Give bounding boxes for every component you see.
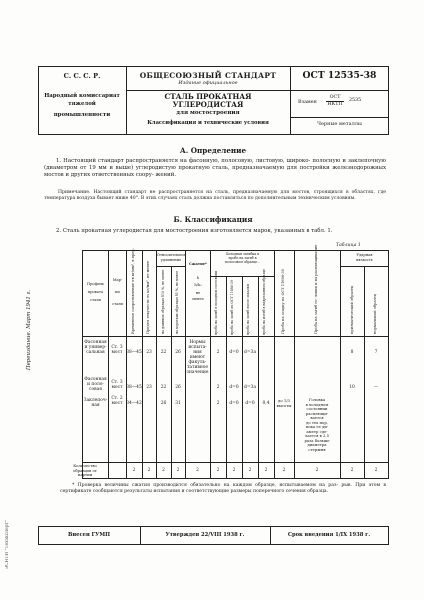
definition-paragraph: 1. Настоящий стандарт распространяется на фасонную, полосовую, листовую, широко- полосную и заклепочную (диаметром от 19 мм и выше) углеродистую прокатную сталь, предназначаемую для постройки железнодорожных мостов и других ответственных соору- жений.	[44, 158, 386, 179]
footnote: * Проверка величины сжатия производится обязательно на каждом образце, испытываемом на раз- рыв. При этом в сертификате сообщаются результаты испытания и соответствующие размеры поперечного сечения образца.	[60, 483, 386, 494]
th-comp-h: h	[196, 276, 200, 280]
footer-left-rule	[38, 526, 39, 545]
th-impact-1: Ударная	[356, 253, 373, 257]
table-cell: Головка	[308, 397, 326, 402]
table-right-rule	[388, 250, 389, 479]
header-heavy: тяжелой	[68, 101, 96, 107]
definition-note: Примечание. Настоящий стандарт не распространяется на сталь, предназначаемую для мостов, строящихся в областях, где температура воздуха бывает ниже 40°. В этих случаях сталь должна поставляться по дополнительным техническим условиям.	[44, 190, 386, 201]
table-cell: мост	[111, 401, 123, 406]
table-cell: мост	[111, 385, 123, 390]
th-tensile: Временное сопротивление σв кг/мм², в пред.	[131, 248, 135, 334]
footer-effective: Срок введения 1/IX 1938 г.	[287, 532, 371, 538]
col-rule-13	[340, 250, 341, 479]
count-label-3: партии	[77, 472, 93, 477]
table-cell: совая	[89, 387, 102, 392]
table-cell: до тех пор,	[306, 419, 328, 425]
replaces-number: 2535	[349, 98, 362, 103]
table-cell: Ст. 2	[111, 396, 123, 401]
table-bottom-rule	[82, 478, 389, 479]
table-cell: ная	[91, 403, 100, 408]
th-grade-2: ки	[115, 290, 120, 294]
th-bend-3: полосовом образце...	[224, 260, 261, 264]
count-value: 2	[248, 468, 252, 473]
watermark: ЭСНТИ "Техэксперт"	[5, 520, 10, 570]
count-value: 2	[264, 468, 268, 473]
table-cell: диаметра	[307, 442, 327, 447]
th-impact-prism: призматический образец	[350, 285, 354, 334]
count-value: 2	[176, 468, 180, 473]
table-cell: состоянии	[306, 406, 328, 411]
impact-group-rule	[340, 266, 388, 267]
table-cell: испыта-	[188, 345, 207, 350]
table-cell: 2	[216, 350, 220, 355]
table-cell: ния	[193, 350, 202, 355]
table-cell: лается в 2,5	[304, 433, 330, 438]
th-impact-normal: нормальный образец	[373, 294, 377, 334]
col-rule-10	[258, 276, 259, 479]
subject-line-1: СТАЛЬ ПРОКАТНАЯ	[164, 92, 252, 101]
count-value: 2	[232, 468, 236, 473]
table-cell: —	[373, 385, 379, 390]
th-b2: проба на загиб по ОСТ 11686-39	[230, 280, 234, 335]
count-value: 2	[162, 468, 165, 473]
official-edition: Издание официальное	[178, 80, 238, 86]
table-cell: в холодном	[305, 401, 329, 407]
table-cell: Ст. 3	[111, 380, 123, 385]
th-grade-3: стали	[112, 302, 123, 306]
table-cell: тативное	[186, 365, 209, 370]
table-cell: 10	[349, 385, 355, 390]
count-value: 2	[282, 468, 286, 473]
footer-divider-2	[270, 526, 271, 545]
col-rule-8	[226, 276, 227, 479]
table-cell: 8	[350, 350, 354, 355]
table-cell: d=3a	[244, 350, 256, 355]
table-cell: 31	[175, 401, 181, 406]
header-right-rule	[388, 66, 389, 134]
header-divider-1	[126, 66, 127, 134]
count-label-2: образцов от	[73, 467, 97, 473]
header-bottom-rule	[38, 134, 389, 135]
table-cell: 26	[175, 385, 181, 390]
header-top-rule	[38, 66, 388, 67]
subject-line-4: Классификация и технические условия	[147, 120, 269, 126]
table-cell: имеют	[189, 355, 206, 360]
ost-number: ОСТ 12535-38	[302, 70, 377, 81]
count-value: 2	[350, 468, 354, 473]
table-cell: d=0	[229, 385, 239, 390]
header-divider-2	[290, 66, 291, 134]
table-cell: 0,4	[262, 401, 270, 406]
count-value: 2	[196, 468, 199, 473]
elong-group-rule	[156, 266, 185, 267]
count-value: 2	[147, 468, 151, 473]
table-cell: 34—42	[126, 401, 142, 406]
header-left-rule	[38, 66, 39, 134]
table-cell: 23	[146, 385, 152, 390]
footer-submitted: Внесен ГУМП	[68, 532, 110, 538]
table-cell: стержня	[308, 446, 326, 452]
th-comp-ratio: h/h₀	[194, 283, 202, 287]
table-top-rule	[82, 250, 389, 251]
count-value: 2	[315, 468, 319, 473]
col-rule-7	[210, 250, 211, 479]
footer-bottom-rule	[38, 544, 389, 545]
table-cell: 38—45	[126, 385, 142, 390]
table-cell: факуль-	[188, 360, 207, 365]
table-cell: 26	[160, 401, 167, 406]
th-b4: проба на изгиб в надрезанном образце	[262, 268, 266, 335]
footer-divider-1	[140, 526, 141, 545]
table-cell: 22	[160, 350, 167, 355]
th-yield: Предел текучести σs кг/мм², не менее	[146, 260, 150, 334]
th-b3: проба на загиб после закалки	[246, 284, 250, 335]
count-value: 2	[216, 468, 220, 473]
col-rule-3	[142, 250, 143, 479]
table-cell: сальная	[86, 350, 105, 355]
col-rule-2	[126, 250, 127, 479]
table-cell: d=0	[245, 401, 255, 406]
table-cell: и универ-	[84, 345, 107, 350]
header-ussr: С. С. С. Р.	[63, 72, 101, 80]
th-grade-1: Мар-	[112, 278, 123, 282]
table-cell: 22	[160, 385, 167, 390]
header-hdivider	[126, 90, 389, 91]
section-a-title: А. Определение	[179, 146, 247, 155]
th-comp-not: не	[195, 291, 201, 295]
count-value: 2	[374, 468, 378, 473]
table-cell: вается	[310, 415, 324, 420]
th-profile-1: Профиль	[86, 282, 105, 286]
table-cell: 38—45	[126, 350, 142, 355]
table-cell: d=0	[229, 350, 239, 355]
footer-right-rule	[388, 526, 389, 545]
table-cell: 2	[216, 401, 220, 406]
footer-approved: Утвержден 22/VIII 1938 г.	[165, 532, 245, 538]
col-rule-5	[171, 266, 172, 479]
table-cell: пока ее ди-	[305, 424, 329, 429]
th-profile-2: проката	[87, 290, 104, 294]
table-cell: значение	[186, 370, 209, 375]
header-industry: промышленности	[53, 112, 111, 118]
col-rule-9	[242, 276, 243, 479]
table-cell: 26	[175, 350, 181, 355]
th-compression: Сжатие*	[189, 262, 207, 266]
table-cell: высоты	[276, 403, 292, 408]
reprint-note: Переиздание. Март 1941 г.	[26, 290, 32, 371]
table-cell: Ст. 3	[111, 345, 123, 350]
replaces-label: Взамен	[298, 100, 317, 105]
th-profile-3: стали	[90, 298, 101, 302]
section-b-title: Б. Классификация	[173, 215, 253, 224]
table-cell: до 1/3	[278, 398, 290, 403]
table-cell: аметр сде-	[306, 428, 328, 434]
standard-type: ОБЩЕСОЮЗНЫЙ СТАНДАРТ	[139, 71, 277, 80]
table-cell: раза больше	[304, 437, 330, 443]
subject-line-2: УГЛЕРОДИСТАЯ	[172, 100, 244, 109]
classification-paragraph: 2. Сталь прокатная углеродистая для мостостроения изготовляется марок, указанных в табл. 1.	[56, 228, 333, 234]
table-cell: и поло-	[87, 382, 104, 387]
table-cell: d=3a	[244, 385, 256, 390]
header-hdivider-right	[290, 117, 389, 118]
replaces-ost: ОСТ	[329, 95, 341, 100]
table-cell: мост	[111, 350, 123, 355]
count-value: 2	[132, 468, 136, 473]
th-flatten: Проба на загиб го- ловки и на расплющивание	[314, 244, 318, 334]
col-rule-11	[274, 250, 275, 479]
th-elong-1: Относительное	[157, 253, 186, 257]
header-commissariat: Народный комиссариат	[44, 93, 120, 99]
replaces-nktp: НКТП	[327, 101, 343, 107]
count-label-1: Количество	[73, 463, 97, 468]
table-cell: расплющи-	[305, 410, 329, 416]
table-row: Фасонная	[84, 340, 107, 345]
col-rule-4	[156, 250, 157, 479]
th-comp-less: менее	[192, 297, 204, 301]
th-impact-2: вязкость	[356, 258, 373, 262]
table-cell: Фасонная	[84, 377, 107, 382]
subject-line-3: для мостостроения	[176, 110, 240, 116]
table-cell: d=0	[229, 401, 239, 406]
footer-top-rule	[38, 526, 389, 527]
table-header-rule	[82, 336, 389, 337]
table-cell: 7	[374, 350, 378, 355]
table-cell: Заклепоч-	[83, 398, 108, 403]
th-upset: Проба на осадку по ОСТ 11686-39	[281, 269, 285, 334]
table-count-rule	[82, 462, 389, 463]
th-bend-1: Холодная загибка в	[225, 252, 260, 256]
table-label: Таблица 1	[336, 243, 361, 248]
th-elong-2: удлинение	[160, 258, 182, 262]
th-bend-2: пробе на загиб в	[228, 256, 257, 260]
th-el-short: на коротких образцах δ5 %, не менее	[175, 270, 179, 334]
col-rule-14	[364, 266, 365, 479]
th-b1: проба на загиб в холодном состоянии	[214, 271, 218, 335]
table-cell: 23	[146, 350, 152, 355]
col-rule-1	[108, 250, 109, 479]
category: Черные металлы	[317, 121, 362, 127]
th-el-long: на длинных образцах δ10 %, не менее	[161, 269, 165, 334]
table-cell: 2	[216, 385, 220, 390]
table-cell: Нормы	[189, 340, 206, 345]
